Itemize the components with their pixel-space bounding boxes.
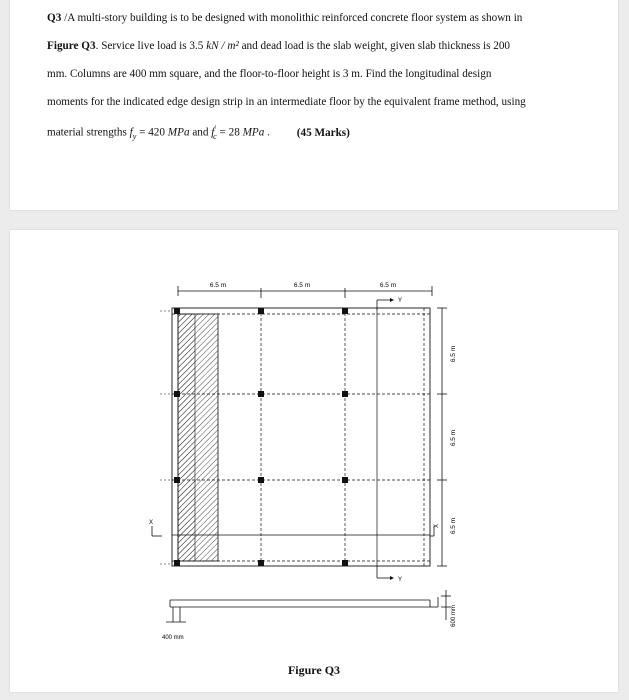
figure-reference: Figure Q3	[47, 40, 96, 52]
figure-card	[10, 230, 618, 692]
y-label-top: Y	[398, 298, 403, 304]
beam-depth-label: 600 mm	[451, 605, 457, 627]
top-span-label-1: 6.5 m	[209, 282, 227, 289]
question-line-4: moments for the indicated edge design strip in an intermediate floor by the equivalent frame method, using	[47, 96, 526, 108]
figure-caption: Figure Q3	[287, 663, 341, 677]
question-intro: /A multi-story building is to be designed with monolithic reinforced concrete floor system as shown in	[61, 12, 523, 24]
question-line-1	[47, 12, 522, 24]
y-section-marker-bottom	[377, 566, 394, 580]
column-size-label: 400 mm	[162, 635, 184, 641]
x-label-right: X	[434, 523, 440, 528]
marks-label: (45 Marks)	[296, 126, 350, 139]
right-span-label-3: 6.5 m	[450, 517, 457, 535]
top-span-label-2: 6.5 m	[293, 282, 311, 289]
section-elevation	[166, 597, 438, 622]
question-line-2: Figure Q3. Service live load is 3.5 kN / m² and dead load is the slab weight, given slab thickness is 200	[47, 40, 511, 52]
right-span-label-2: 6.5 m	[450, 429, 457, 447]
fc-symbol: f	[211, 126, 215, 139]
top-span-label-3: 6.5 m	[379, 282, 397, 289]
x-label-left: X	[149, 520, 154, 526]
floor-plan-figure	[10, 230, 618, 692]
question-line-5: material strengths $f_y = 420$ MPa and $f'_c = 28$ MPa . (45 Marks)	[47, 124, 350, 141]
edge-beam-hatched	[178, 314, 195, 561]
beam-depth-dimension	[441, 590, 451, 620]
question-number: Q3	[47, 12, 62, 24]
question-card	[10, 0, 618, 210]
x-section-marker-left	[152, 526, 162, 536]
live-load-unit: kN / m²	[206, 40, 239, 52]
question-line-3: mm. Columns are 400 mm square, and the floor-to-floor height is 3 m. Find the longitudinal design	[47, 68, 492, 80]
y-label-bottom: Y	[398, 577, 403, 583]
right-span-label-1: 6.5 m	[450, 345, 457, 363]
fy-symbol: f	[129, 126, 133, 139]
grid-extensions	[160, 311, 172, 564]
